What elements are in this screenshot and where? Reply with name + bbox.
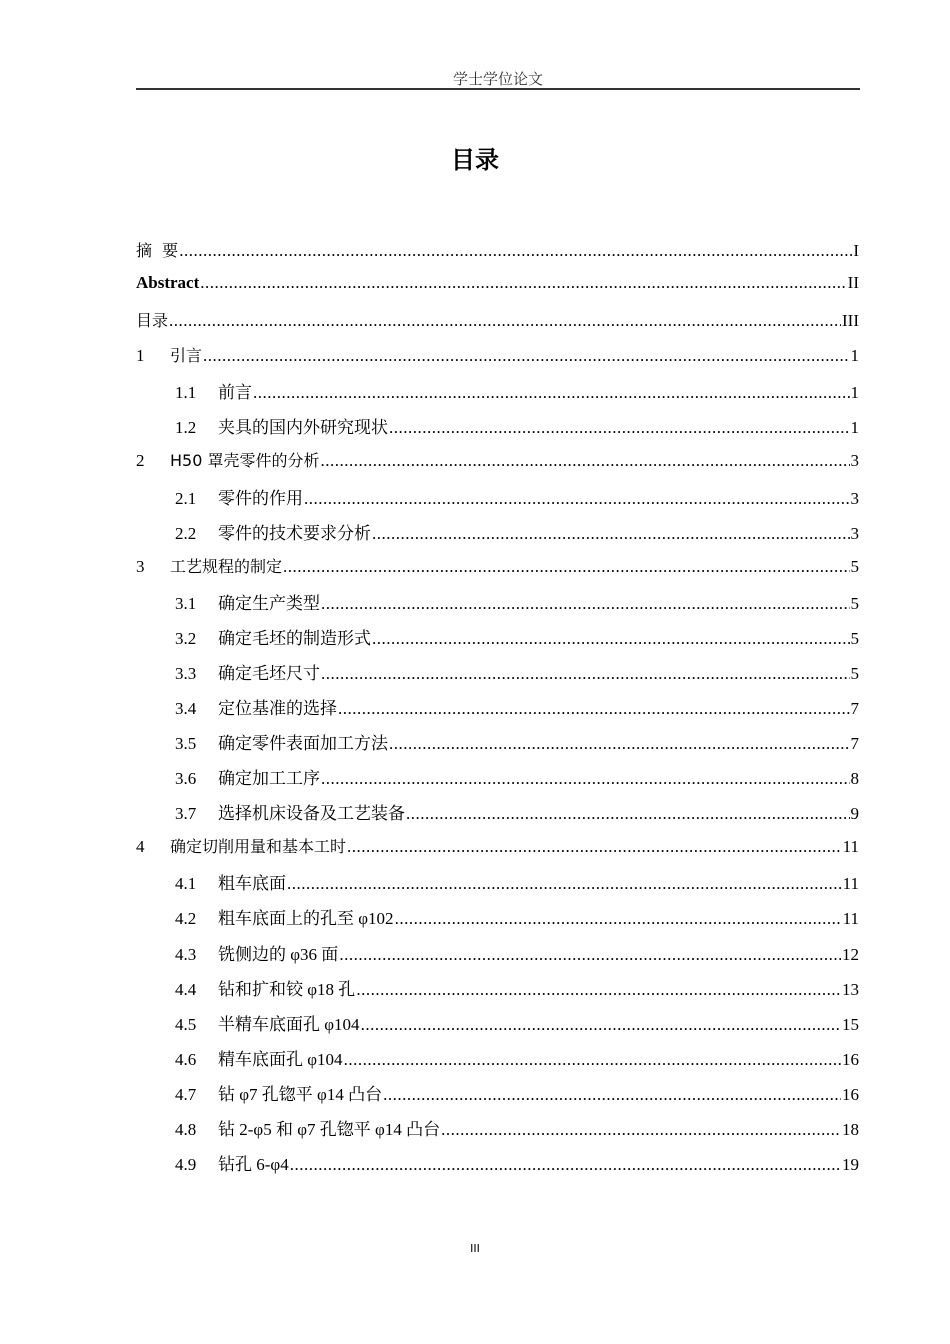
toc-entry-title: 夹具的国内外研究现状 xyxy=(218,418,388,438)
toc-entry-number: 4.6 xyxy=(175,1049,197,1069)
toc-entry-number: 4.1 xyxy=(175,874,197,894)
toc-entry-title: 目录 xyxy=(136,311,169,331)
toc-entry-page: 7 xyxy=(850,699,859,719)
toc-entry[interactable] xyxy=(136,1045,859,1080)
page-number: III xyxy=(470,1242,480,1255)
toc-entry[interactable] xyxy=(136,834,859,869)
toc-entry-page: 1 xyxy=(850,383,859,403)
dot-leader xyxy=(406,804,850,824)
toc-entry[interactable] xyxy=(136,729,859,764)
toc-entry-page: 3 xyxy=(850,523,859,543)
dot-leader xyxy=(200,273,846,293)
toc-entry-page: 5 xyxy=(850,556,859,576)
toc-entry-page: III xyxy=(842,311,859,331)
dot-leader xyxy=(203,346,849,366)
dot-leader xyxy=(344,1050,841,1070)
toc-entry-title: 铣侧边的 φ36 面 xyxy=(218,944,339,964)
toc-entry[interactable] xyxy=(136,554,859,589)
dot-leader xyxy=(320,451,849,471)
toc-entry[interactable] xyxy=(136,940,859,975)
toc-entry-title: 零件的作用 xyxy=(218,488,303,508)
toc-entry[interactable] xyxy=(136,904,859,939)
toc-entry-number: 1.2 xyxy=(175,418,197,438)
toc-entry-page: 11 xyxy=(842,909,859,929)
toc-entry[interactable] xyxy=(136,308,859,343)
toc-entry[interactable] xyxy=(136,659,859,694)
toc-entry-page: 11 xyxy=(842,874,859,894)
toc-entry-number: 4.2 xyxy=(175,909,197,929)
toc-entry-page: 19 xyxy=(842,1155,859,1175)
toc-entry-number: 2 xyxy=(136,451,145,471)
toc-entry-title: 精车底面孔 φ104 xyxy=(218,1049,343,1069)
toc-entry-title: 粗车底面上的孔至 φ102 xyxy=(218,909,394,929)
toc-entry-title: 半精车底面孔 φ104 xyxy=(218,1014,360,1034)
dot-leader xyxy=(169,311,841,331)
toc-entry-page: 12 xyxy=(842,944,859,964)
toc-entry[interactable] xyxy=(136,589,859,624)
dot-leader xyxy=(304,489,850,509)
toc-entry[interactable] xyxy=(136,869,859,904)
toc-entry-title: 粗车底面 xyxy=(218,874,286,894)
dot-leader xyxy=(389,418,850,438)
toc-entry-number: 4.3 xyxy=(175,944,197,964)
toc-entry-number: 3.6 xyxy=(175,769,197,789)
toc-entry-title: 确定切削用量和基本工时 xyxy=(170,837,347,857)
toc-entry-title: 工艺规程的制定 xyxy=(170,556,283,576)
toc-entry[interactable] xyxy=(136,975,859,1010)
dot-leader xyxy=(361,1015,841,1035)
table-of-contents xyxy=(136,238,859,1185)
dot-leader xyxy=(287,874,842,894)
toc-entry[interactable] xyxy=(136,764,859,799)
toc-entry[interactable] xyxy=(136,1080,859,1115)
dot-leader xyxy=(383,1085,841,1105)
toc-entry-number: 3.2 xyxy=(175,628,197,648)
toc-entry-title: 确定加工工序 xyxy=(218,769,320,789)
toc-entry[interactable] xyxy=(136,484,859,519)
toc-entry-page: 1 xyxy=(850,346,859,366)
toc-entry-title: 选择机床设备及工艺装备 xyxy=(218,804,405,824)
toc-entry-title: 确定生产类型 xyxy=(218,593,320,613)
toc-entry[interactable] xyxy=(136,378,859,413)
toc-entry[interactable] xyxy=(136,1115,859,1150)
dot-leader xyxy=(253,383,850,403)
toc-entry-title: 摘 要 xyxy=(136,241,179,260)
toc-entry[interactable] xyxy=(136,1150,859,1185)
toc-entry-page: 1 xyxy=(850,418,859,438)
dot-leader xyxy=(321,594,850,614)
toc-entry-number: 3.5 xyxy=(175,734,197,754)
toc-entry[interactable] xyxy=(136,624,859,659)
toc-entry-number: 3.3 xyxy=(175,663,197,683)
toc-entry-number: 2.1 xyxy=(175,488,197,508)
dot-leader xyxy=(441,1120,841,1140)
toc-entry-number: 4.8 xyxy=(175,1119,197,1139)
dot-leader xyxy=(389,734,850,754)
toc-entry-page: 7 xyxy=(850,734,859,754)
toc-entry-number: 3.1 xyxy=(175,593,197,613)
toc-entry-title: 钻孔 6-φ4 xyxy=(218,1155,289,1175)
toc-entry-page: 13 xyxy=(842,979,859,999)
toc-entry-number: 2.2 xyxy=(175,523,197,543)
dot-leader xyxy=(321,664,850,684)
dot-leader xyxy=(290,1155,841,1175)
dot-leader xyxy=(372,629,850,649)
dot-leader xyxy=(179,241,852,261)
toc-entry-page: 18 xyxy=(842,1119,859,1139)
toc-entry-number: 1 xyxy=(136,346,145,366)
dot-leader xyxy=(339,945,841,965)
toc-entry-number: 4 xyxy=(136,837,145,857)
dot-leader xyxy=(347,837,842,857)
toc-entry-title: 定位基准的选择 xyxy=(218,699,337,719)
toc-entry-title: 钻 2-φ5 和 φ7 孔锪平 φ14 凸台 xyxy=(218,1119,441,1139)
dot-leader xyxy=(338,699,850,719)
dot-leader xyxy=(356,980,841,1000)
toc-entry-page: 5 xyxy=(850,628,859,648)
toc-entry-number: 3 xyxy=(136,556,145,576)
toc-entry[interactable] xyxy=(136,799,859,834)
toc-entry-title: 钻 φ7 孔锪平 φ14 凸台 xyxy=(218,1084,383,1104)
toc-entry[interactable] xyxy=(136,238,859,273)
toc-entry-page: 3 xyxy=(850,488,859,508)
toc-entry-title: 钻和扩和铰 φ18 孔 xyxy=(218,979,356,999)
toc-entry-title: 引言 xyxy=(170,346,203,366)
dot-leader xyxy=(395,909,842,929)
toc-entry-page: 5 xyxy=(850,593,859,613)
dot-leader xyxy=(321,769,850,789)
toc-entry-title: 前言 xyxy=(218,383,252,403)
toc-entry-page: I xyxy=(853,241,859,260)
toc-entry[interactable] xyxy=(136,694,859,729)
toc-entry-number: 1.1 xyxy=(175,383,197,403)
toc-entry-title: 确定毛坯的制造形式 xyxy=(218,628,371,648)
toc-entry[interactable] xyxy=(136,343,859,378)
toc-entry-number: 3.4 xyxy=(175,699,197,719)
toc-entry-page: 5 xyxy=(850,663,859,683)
toc-entry-page: 8 xyxy=(850,769,859,789)
toc-entry[interactable] xyxy=(136,273,859,308)
toc-entry-number: 4.9 xyxy=(175,1155,197,1175)
toc-entry-page: 16 xyxy=(842,1049,859,1069)
toc-entry-page: 3 xyxy=(850,451,859,471)
toc-entry-title: H50 罩壳零件的分析 xyxy=(170,451,320,471)
toc-entry-title: Abstract xyxy=(136,273,200,293)
toc-entry-page: II xyxy=(847,273,859,293)
toc-entry-title: 确定零件表面加工方法 xyxy=(218,734,388,754)
toc-entry-number: 3.7 xyxy=(175,804,197,824)
header-rule xyxy=(136,88,860,90)
toc-entry-number: 4.4 xyxy=(175,979,197,999)
toc-entry[interactable] xyxy=(136,1010,859,1045)
toc-entry-page: 15 xyxy=(842,1014,859,1034)
running-header: 学士学位论文 xyxy=(452,72,543,88)
toc-entry-page: 11 xyxy=(842,837,859,857)
toc-entry-page: 9 xyxy=(850,804,859,824)
toc-entry-number: 4.5 xyxy=(175,1014,197,1034)
dot-leader xyxy=(283,557,849,577)
toc-entry[interactable] xyxy=(136,519,859,554)
toc-entry[interactable] xyxy=(136,448,859,483)
toc-entry-title: 确定毛坯尺寸 xyxy=(218,663,320,683)
page-title: 目录 xyxy=(451,146,499,174)
toc-entry-title: 零件的技术要求分析 xyxy=(218,523,371,543)
toc-entry-number: 4.7 xyxy=(175,1084,197,1104)
toc-entry[interactable] xyxy=(136,413,859,448)
toc-entry-page: 16 xyxy=(842,1084,859,1104)
dot-leader xyxy=(372,524,850,544)
